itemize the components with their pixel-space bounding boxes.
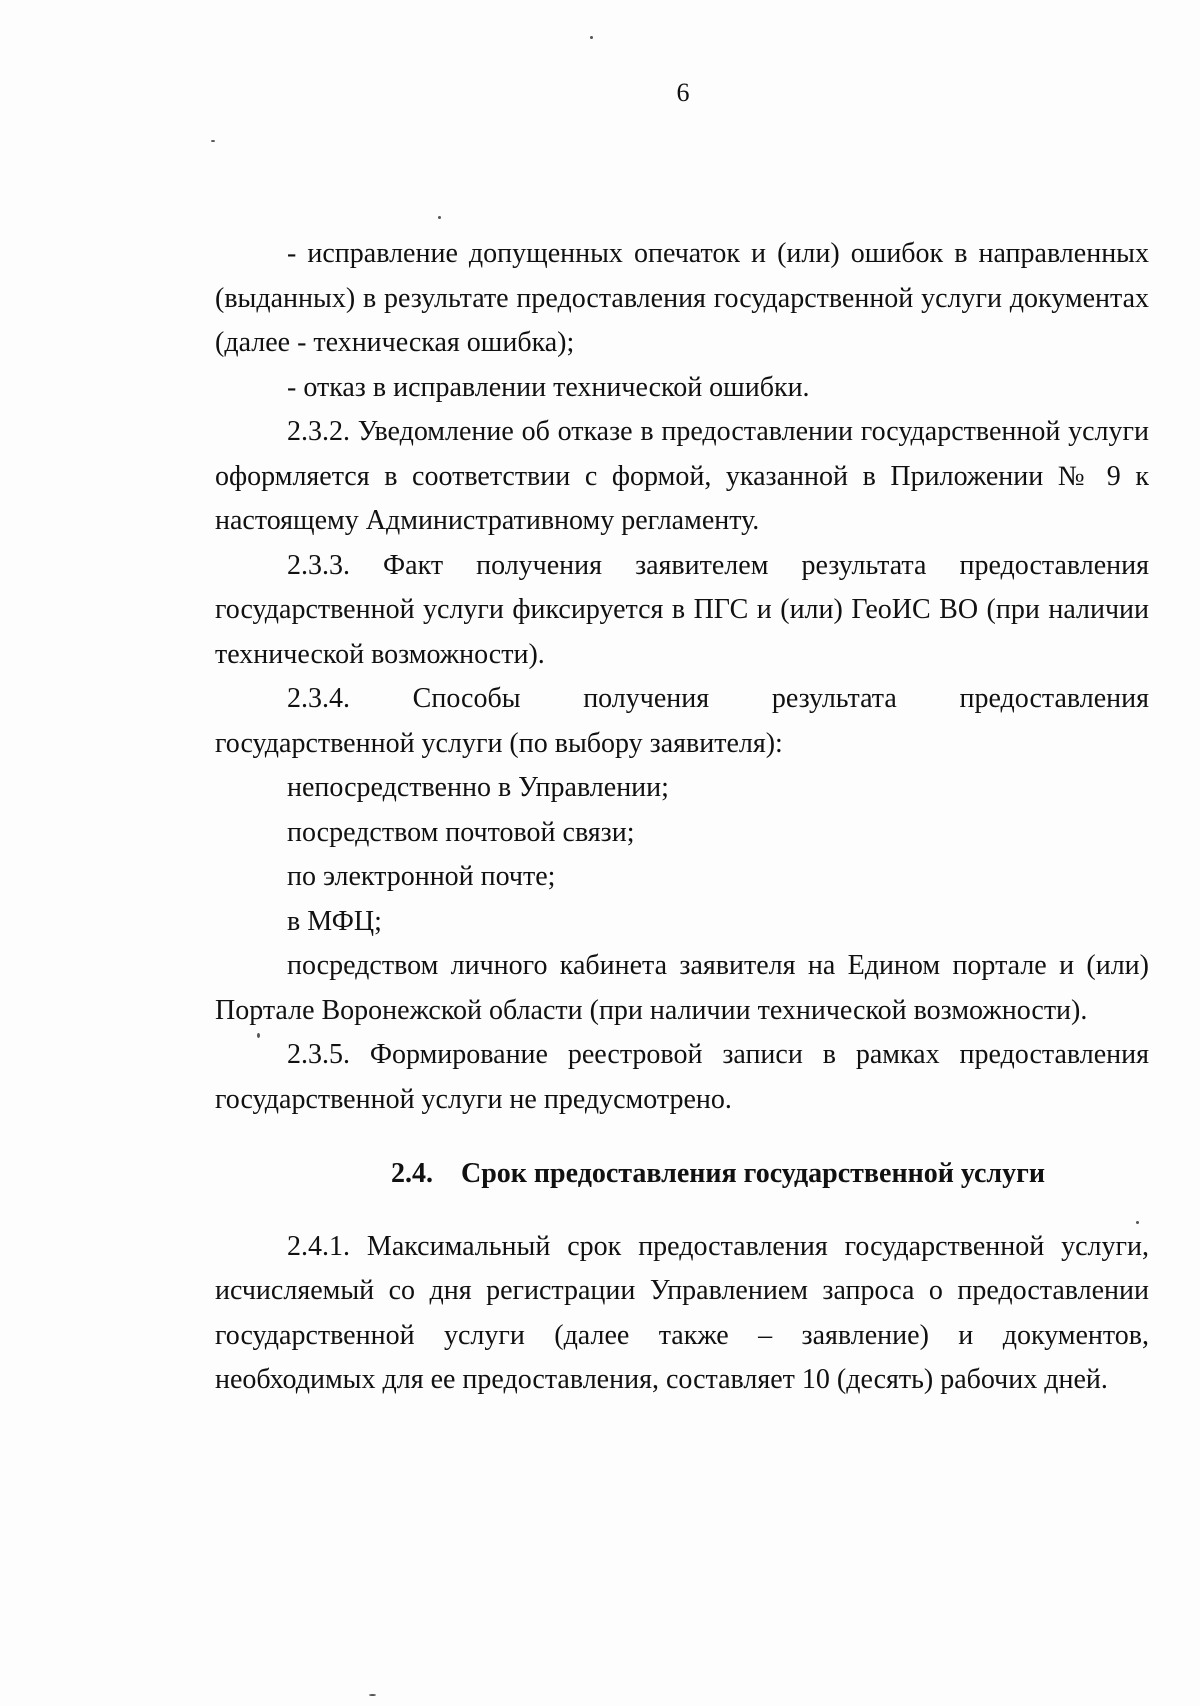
word: Способы xyxy=(412,683,521,714)
word: предоставления xyxy=(959,683,1149,714)
page-number: 6 xyxy=(676,78,690,107)
list-item: посредством почтовой связи; xyxy=(287,816,635,848)
paragraph-2-4-1: 2.4.1. Максимальный срок предоставления государственной услуги, исчисляемый со дня регистрации Управлением запроса о предоставлении государственной услуги (далее также – заявление) и документов, необходимых для ее предоставления, составляет 10 (десять) рабочих дней. xyxy=(215,1230,1149,1395)
scan-speck xyxy=(438,216,441,219)
scan-speck xyxy=(369,1694,376,1696)
paragraph-technical-error: - исправление допущенных опечаток и (или) ошибок в направленных (выданных) в результате предоставления государственной услуги документах (далее - техническая ошибка); xyxy=(215,238,1149,358)
paragraph-2-3-3: 2.3.3. Факт получения заявителем результата предоставления государственной услуги фиксируется в ПГС и (или) ГеоИС ВО (при наличии технической возможности). xyxy=(215,549,1149,670)
section-title: Срок предоставления государственной услуги xyxy=(461,1158,1045,1189)
paragraph-personal-cabinet: посредством личного кабинета заявителя на Едином портале и (или) Портале Воронежской области (при наличии технической возможности). xyxy=(215,950,1149,1026)
word: результата xyxy=(771,683,897,714)
scan-speck xyxy=(211,140,215,142)
paragraph-2-3-2: 2.3.2. Уведомление об отказе в предоставлении государственной услуги оформляется в соответствии с формой, указанной в Приложении № 9 к настоящему Административному регламенту. xyxy=(215,416,1149,536)
word: 2.3.4. xyxy=(287,683,350,714)
word: получения xyxy=(583,683,710,714)
paragraph-2-3-4-rest: государственной услуги (по выбору заявителя): xyxy=(215,727,783,759)
section-number: 2.4. xyxy=(391,1158,433,1189)
list-item: в МФЦ; xyxy=(287,905,382,937)
list-item: по электронной почте; xyxy=(287,861,556,892)
paragraph-2-3-5: 2.3.5. Формирование реестровой записи в рамках предоставления государственной услуги не предусмотрено. xyxy=(215,1039,1149,1115)
paragraph-2-3-4-first-line xyxy=(215,677,1149,722)
list-item: непосредственно в Управлении; xyxy=(287,772,669,803)
scan-speck xyxy=(590,36,593,39)
paragraph-refusal-fix: - отказ в исправлении технической ошибки. xyxy=(287,371,810,403)
section-heading xyxy=(215,1152,1149,1197)
document-body xyxy=(215,232,1149,1403)
